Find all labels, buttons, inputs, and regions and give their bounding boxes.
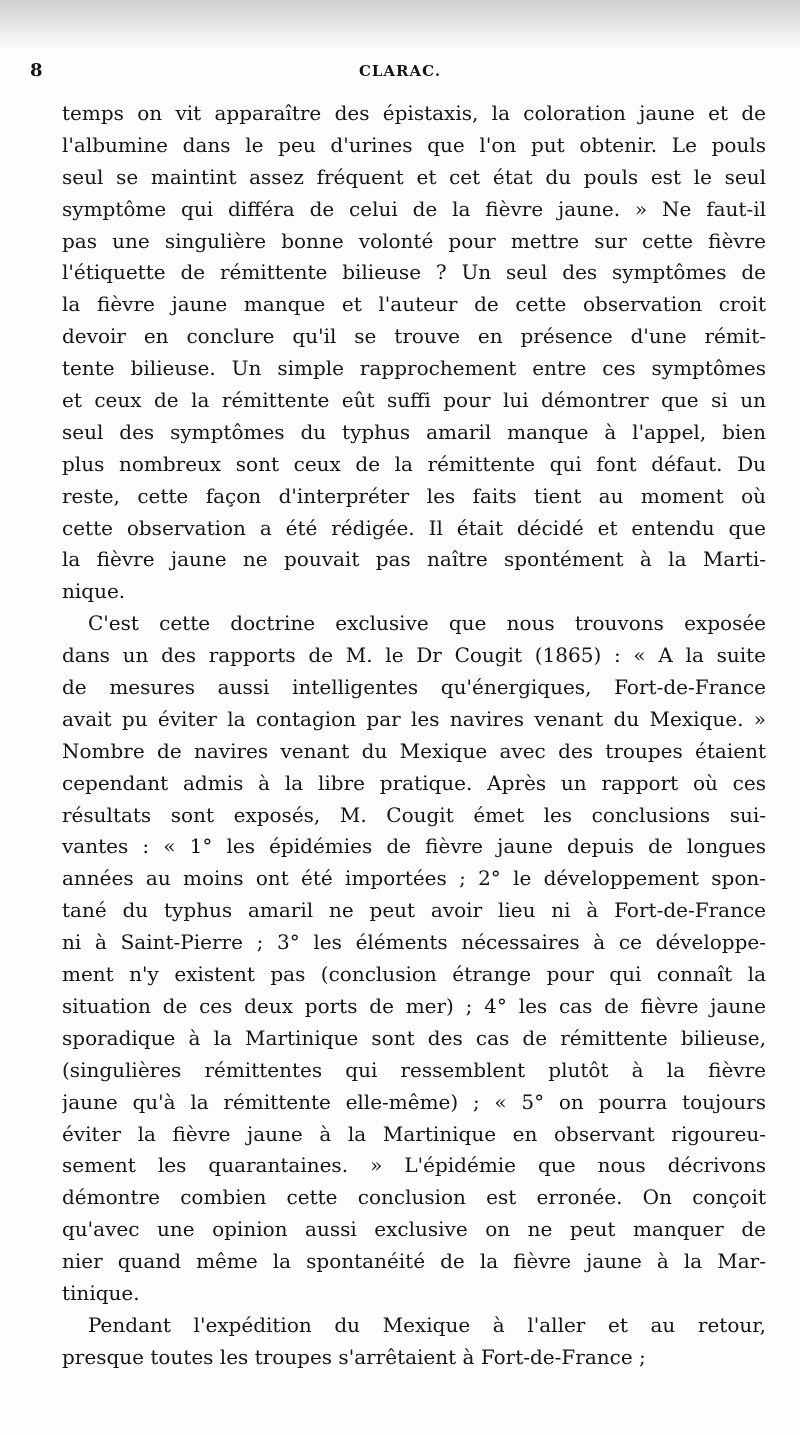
text-line: la fièvre jaune ne pouvait pas naître spontément à la Marti- [62, 547, 766, 572]
text-line: nier quand même la spontanéité de la fièvre jaune à la Mar- [62, 1249, 766, 1274]
paragraph [62, 98, 766, 608]
text-line: seul des symptômes du typhus amaril manque à l'appel, bien [62, 419, 766, 444]
page-number: 8 [30, 60, 43, 81]
text-line: sement les quarantaines. » L'épidémie que nous décrivons [62, 1153, 766, 1178]
text-line: qu'avec une opinion aussi exclusive on ne peut manquer de [62, 1217, 766, 1242]
text-line: tinique. [62, 1280, 140, 1305]
text-line: presque toutes les troupes s'arrêtaient à Fort-de-France ; [62, 1344, 646, 1369]
text-line: seul se maintint assez fréquent et cet état du pouls est le seul [62, 164, 766, 189]
text-line: de mesures aussi intelligentes qu'énergiques, Fort-de-France [62, 675, 766, 700]
body-text [62, 98, 766, 1374]
text-line: tente bilieuse. Un simple rapprochement entre ces symptômes [62, 356, 766, 381]
text-line: dans un des rapports de M. le Dr Cougit (1865) : « A la suite [62, 643, 766, 668]
text-line: ment n'y existent pas (conclusion étrange pour qui connaît la [62, 962, 766, 987]
text-line: l'étiquette de rémittente bilieuse ? Un seul des symptômes de [62, 260, 766, 285]
text-line: années au moins ont été importées ; 2° le développement spon- [62, 866, 766, 891]
text-line: Pendant l'expédition du Mexique à l'aller et au retour, [88, 1312, 766, 1337]
text-line: la fièvre jaune manque et l'auteur de cette observation croit [62, 292, 766, 317]
text-line: plus nombreux sont ceux de la rémittente qui font défaut. Du [62, 451, 766, 476]
running-title: CLARAC. [358, 62, 442, 80]
text-line: ni à Saint-Pierre ; 3° les éléments nécessaires à ce développe- [62, 930, 766, 955]
page-header [0, 60, 800, 90]
text-line: (singulières rémittentes qui ressemblent plutôt à la fièvre [62, 1057, 766, 1082]
text-line: nique. [62, 579, 126, 604]
paragraph [62, 608, 766, 1310]
text-line: résultats sont exposés, M. Cougit émet les conclusions sui- [62, 802, 766, 827]
text-line: avait pu éviter la contagion par les navires venant du Mexique. » [62, 706, 766, 731]
paragraph [62, 1310, 766, 1374]
text-line: symptôme qui différa de celui de la fièvre jaune. » Ne faut-il [62, 196, 766, 221]
text-line: jaune qu'à la rémittente elle-même) ; « 5° on pourra toujours [62, 1089, 766, 1114]
text-line: démontre combien cette conclusion est erronée. On conçoit [62, 1185, 766, 1210]
text-line: cette observation a été rédigée. Il était décidé et entendu que [62, 515, 766, 540]
text-line: reste, cette façon d'interpréter les faits tient au moment où [62, 483, 766, 508]
text-line: C'est cette doctrine exclusive que nous trouvons exposée [88, 611, 766, 636]
text-line: l'albumine dans le peu d'urines que l'on put obtenir. Le pouls [62, 132, 766, 157]
text-line: situation de ces deux ports de mer) ; 4° les cas de fièvre jaune [62, 993, 766, 1018]
text-line: sporadique à la Martinique sont des cas de rémittente bilieuse, [62, 1025, 766, 1050]
text-line: cependant admis à la libre pratique. Après un rapport où ces [62, 770, 766, 795]
scan-shadow [0, 0, 800, 50]
text-line: éviter la fièvre jaune à la Martinique en observant rigoureu- [62, 1121, 766, 1146]
text-line: vantes : « 1° les épidémies de fièvre jaune depuis de longues [62, 834, 766, 859]
text-line: Nombre de navires venant du Mexique avec des troupes étaient [62, 738, 766, 763]
text-line: temps on vit apparaître des épistaxis, la coloration jaune et de [62, 101, 766, 125]
text-line: et ceux de la rémittente eût suffi pour lui démontrer que si un [62, 388, 766, 413]
text-line: pas une singulière bonne volonté pour mettre sur cette fièvre [62, 228, 766, 253]
text-line: devoir en conclure qu'il se trouve en présence d'une rémit- [62, 324, 766, 349]
text-line: tané du typhus amaril ne peut avoir lieu ni à Fort-de-France [62, 898, 766, 923]
